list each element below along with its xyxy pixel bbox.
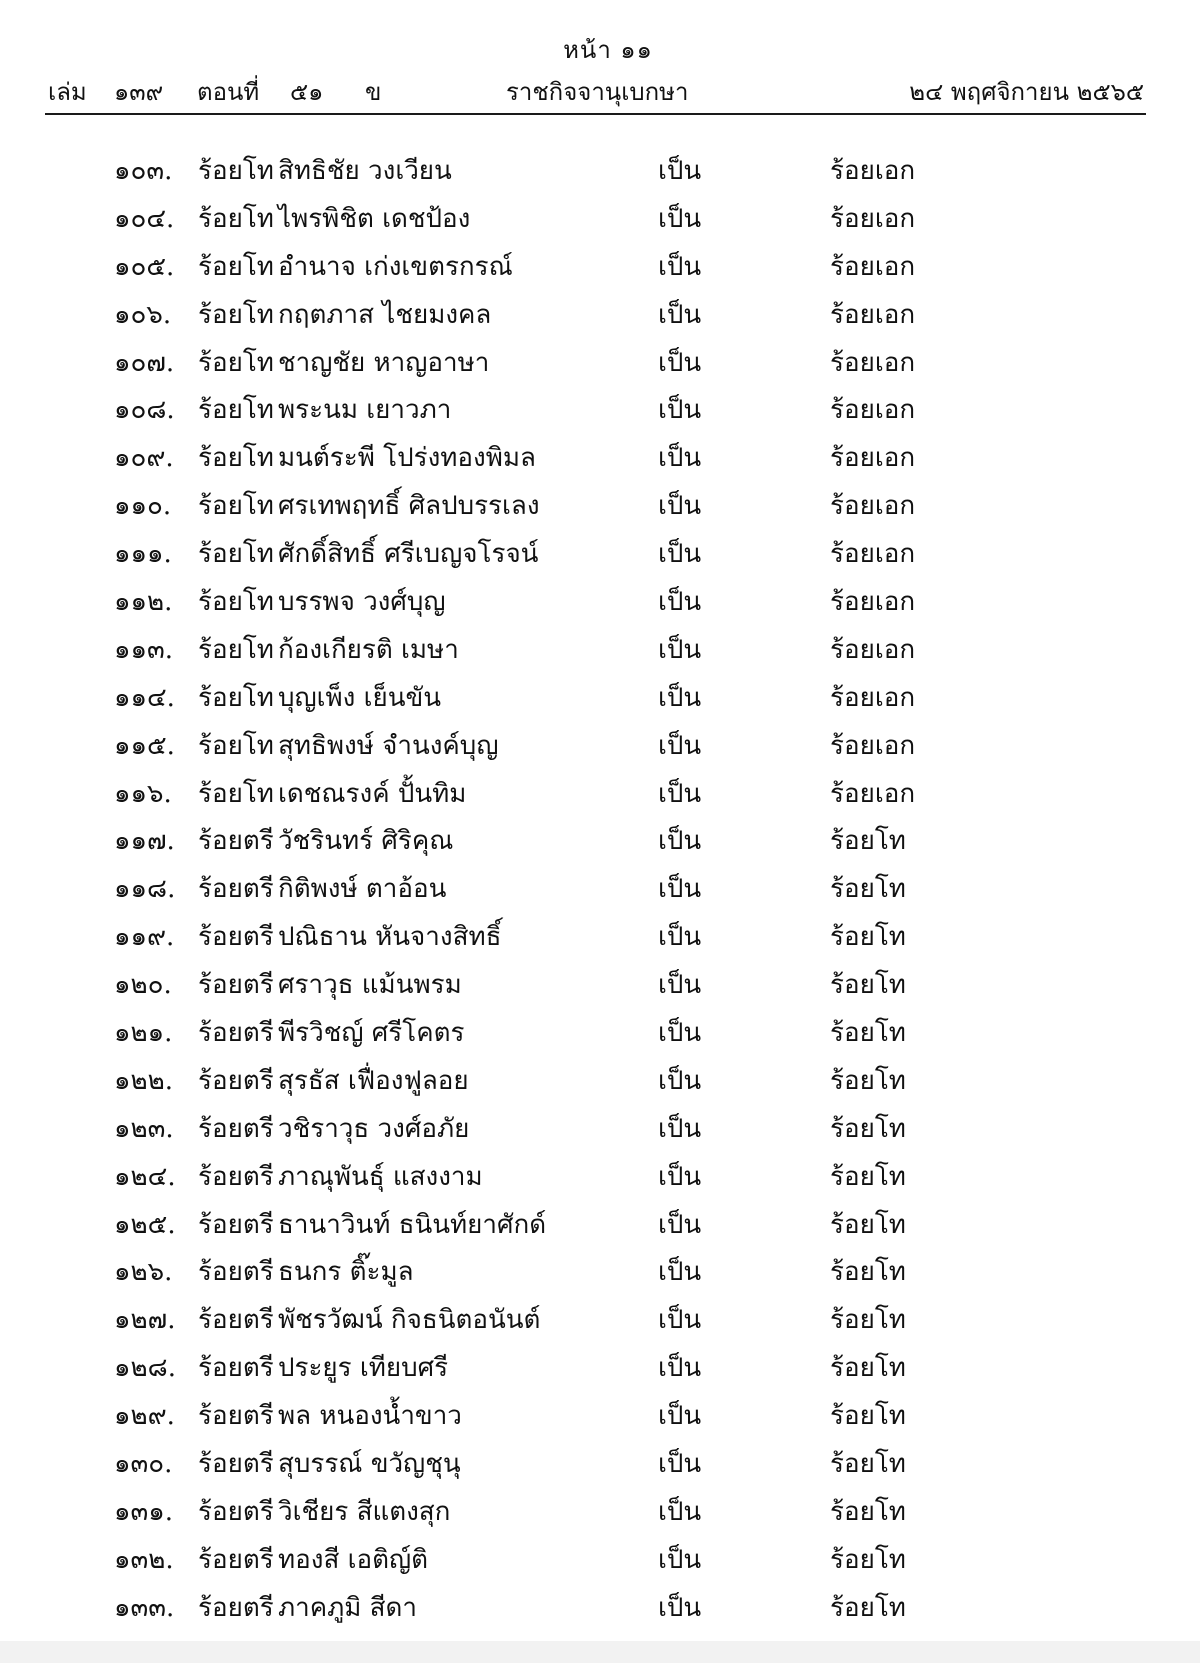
current-rank: ร้อยโท [198,443,274,474]
new-rank: ร้อยโท [830,970,906,1001]
gazette-header [48,72,1144,112]
entry-number: ๑๒๕. [114,1209,176,1240]
list-item [0,385,1200,433]
list-item [0,1152,1200,1200]
list-item [0,146,1200,194]
current-rank: ร้อยโท [198,778,274,809]
new-rank: ร้อยเอก [830,395,916,426]
new-rank: ร้อยเอก [830,299,916,330]
person-name: สุทธิพงษ์ จำนงค์บุญ [278,730,499,761]
new-rank: ร้อยโท [830,1496,906,1527]
promotion-verb: เป็น [658,156,702,186]
promotion-verb: เป็น [658,587,702,618]
promotion-verb: เป็น [658,203,702,234]
new-rank: ร้อยเอก [830,730,916,761]
current-rank: ร้อยโท [198,203,274,234]
entry-number: ๑๓๓. [114,1592,175,1623]
new-rank: ร้อยเอก [830,347,916,378]
person-name: สุรธัส เฟื่องฟูลอย [278,1065,469,1096]
new-rank: ร้อยเอก [830,491,916,522]
person-name: สิทธิชัย วงเวียน [278,156,452,186]
promotion-verb: เป็น [658,778,702,809]
current-rank: ร้อยตรี [198,922,274,953]
bottom-scan-strip [0,1641,1200,1663]
entry-number: ๑๑๔. [114,682,175,713]
promotion-verb: เป็น [658,443,702,474]
list-item [0,960,1200,1008]
person-name: วิเชียร สีแตงสุก [278,1496,451,1527]
current-rank: ร้อยตรี [198,1496,274,1527]
promotion-verb: เป็น [658,730,702,761]
entry-number: ๑๐๖. [114,299,172,330]
person-name: สุบรรณ์ ขวัญชุนุ [278,1449,461,1480]
person-name: มนต์ระพี โปร่งทองพิมล [278,443,536,474]
promotion-verb: เป็น [658,395,702,426]
new-rank: ร้อยโท [830,1449,906,1480]
person-name: ปณิธาน หันจางสิทธิ์ [278,922,502,953]
list-item [0,529,1200,577]
publication-date: ๒๔ พฤศจิกายน ๒๕๖๕ [909,78,1144,106]
list-item [0,1200,1200,1248]
new-rank: ร้อยโท [830,1257,906,1288]
current-rank: ร้อยตรี [198,874,274,905]
current-rank: ร้อยตรี [198,1401,274,1432]
entry-number: ๑๑๖. [114,778,172,809]
list-item [0,577,1200,625]
promotion-verb: เป็น [658,970,702,1001]
person-name: ไพรพิชิต เดชป้อง [278,203,471,234]
promotion-verb: เป็น [658,299,702,330]
new-rank: ร้อยเอก [830,203,916,234]
new-rank: ร้อยเอก [830,251,916,282]
current-rank: ร้อยตรี [198,1353,274,1384]
volume-number: ๑๓๙ [114,78,164,106]
person-name: พล หนองน้ำขาว [278,1401,462,1432]
person-name: เดชณรงค์ ปั้นทิม [278,778,467,809]
person-name: ประยูร เทียบศรี [278,1353,449,1384]
promotion-verb: เป็น [658,1449,702,1480]
promotion-verb: เป็น [658,1496,702,1527]
promotion-verb: เป็น [658,1209,702,1240]
person-name: วัชรินทร์ ศิริคุณ [278,826,454,857]
new-rank: ร้อยโท [830,1401,906,1432]
person-name: ภาณุพันธุ์ แสงงาม [278,1161,483,1192]
current-rank: ร้อยตรี [198,1018,274,1049]
entry-number: ๑๑๗. [114,826,175,857]
person-name: ทองสี เอติญ์ติ [278,1544,429,1575]
entry-number: ๑๒๒. [114,1065,174,1096]
entry-number: ๑๓๐. [114,1449,173,1480]
new-rank: ร้อยเอก [830,156,916,186]
promotion-verb: เป็น [658,1257,702,1288]
list-item [0,1343,1200,1391]
list-item [0,1583,1200,1631]
list-item [0,1056,1200,1104]
list-item [0,1391,1200,1439]
current-rank: ร้อยตรี [198,970,274,1001]
entry-number: ๑๐๘. [114,395,175,426]
new-rank: ร้อยโท [830,1161,906,1192]
promotion-verb: เป็น [658,251,702,282]
person-name: กฤตภาส ไชยมงคล [278,299,492,330]
person-name: ศราวุธ แม้นพรม [278,970,462,1001]
person-name: กิติพงษ์ ตาอ้อน [278,874,447,905]
current-rank: ร้อยโท [198,730,274,761]
promotion-verb: เป็น [658,491,702,522]
promotion-verb: เป็น [658,1353,702,1384]
current-rank: ร้อยโท [198,299,274,330]
issue-label: ตอนที่ [197,78,260,106]
person-name: ธานาวินท์ ธนินท์ยาศักด์ [278,1209,547,1240]
list-item [0,242,1200,290]
current-rank: ร้อยตรี [198,1257,274,1288]
current-rank: ร้อยตรี [198,1065,274,1096]
new-rank: ร้อยเอก [830,539,916,570]
promotion-verb: เป็น [658,922,702,953]
new-rank: ร้อยเอก [830,682,916,713]
entry-number: ๑๐๔. [114,203,175,234]
new-rank: ร้อยโท [830,874,906,905]
promotion-verb: เป็น [658,634,702,665]
person-name: พีรวิชญ์ ศรีโคตร [278,1018,465,1049]
issue-number: ๕๑ [290,78,324,106]
list-item [0,1535,1200,1583]
entry-number: ๑๒๐. [114,970,172,1001]
current-rank: ร้อยตรี [198,1209,274,1240]
person-name: ก้องเกียรติ เมษา [278,634,459,665]
promotion-verb: เป็น [658,1018,702,1049]
new-rank: ร้อยโท [830,1113,906,1144]
list-item [0,338,1200,386]
promotion-verb: เป็น [658,874,702,905]
promotion-verb: เป็น [658,1305,702,1336]
person-name: ชาญชัย หาญอาษา [278,347,490,378]
promotion-verb: เป็น [658,1544,702,1575]
page-number: หน้า ๑๑ [563,36,653,64]
list-item [0,1008,1200,1056]
new-rank: ร้อยโท [830,1018,906,1049]
entry-number: ๑๓๑. [114,1496,174,1527]
list-item [0,816,1200,864]
list-item [0,481,1200,529]
promotion-verb: เป็น [658,682,702,713]
current-rank: ร้อยโท [198,539,274,570]
current-rank: ร้อยตรี [198,1449,274,1480]
entry-number: ๑๒๙. [114,1401,175,1432]
current-rank: ร้อยตรี [198,1113,274,1144]
new-rank: ร้อยเอก [830,634,916,665]
entry-number: ๑๑๐. [114,491,172,522]
promotion-verb: เป็น [658,539,702,570]
current-rank: ร้อยโท [198,347,274,378]
header-divider [45,113,1146,115]
volume-label: เล่ม [48,78,87,106]
current-rank: ร้อยโท [198,491,274,522]
list-item [0,769,1200,817]
entry-number: ๑๑๑. [114,539,172,570]
entry-number: ๑๓๒. [114,1544,174,1575]
list-item [0,673,1200,721]
current-rank: ร้อยโท [198,395,274,426]
new-rank: ร้อยโท [830,1209,906,1240]
new-rank: ร้อยโท [830,1353,906,1384]
person-name: บุญเพ็ง เย็นขัน [278,682,442,713]
entry-number: ๑๑๒. [114,587,173,618]
list-item [0,721,1200,769]
new-rank: ร้อยเอก [830,443,916,474]
new-rank: ร้อยโท [830,1065,906,1096]
person-name: พระนม เยาวภา [278,395,452,426]
current-rank: ร้อยตรี [198,1161,274,1192]
list-item [0,1487,1200,1535]
entry-number: ๑๑๕. [114,730,175,761]
entry-number: ๑๐๕. [114,251,175,282]
issue-suffix: ข [365,78,382,106]
list-item [0,1439,1200,1487]
promotion-verb: เป็น [658,826,702,857]
promotion-list [0,146,1200,1631]
entry-number: ๑๐๓. [114,156,173,186]
promotion-verb: เป็น [658,1401,702,1432]
entry-number: ๑๒๖. [114,1257,173,1288]
entry-number: ๑๑๓. [114,634,174,665]
promotion-verb: เป็น [658,1161,702,1192]
person-name: ศรเทพฤทธิ์ ศิลปบรรเลง [278,491,540,522]
current-rank: ร้อยตรี [198,1305,274,1336]
entry-number: ๑๒๘. [114,1353,176,1384]
current-rank: ร้อยตรี [198,1544,274,1575]
current-rank: ร้อยโท [198,251,274,282]
entry-number: ๑๐๗. [114,347,175,378]
entry-number: ๑๒๓. [114,1113,174,1144]
entry-number: ๑๒๑. [114,1018,173,1049]
person-name: พัชรวัฒน์ กิจธนิตอนันต์ [278,1305,541,1336]
current-rank: ร้อยโท [198,587,274,618]
entry-number: ๑๒๔. [114,1161,176,1192]
person-name: ภาคภูมิ สีดา [278,1592,418,1623]
promotion-verb: เป็น [658,1065,702,1096]
current-rank: ร้อยตรี [198,1592,274,1623]
current-rank: ร้อยตรี [198,826,274,857]
publication-title: ราชกิจจานุเบกษา [506,78,689,106]
entry-number: ๑๒๗. [114,1305,176,1336]
entry-number: ๑๑๙. [114,922,175,953]
list-item [0,194,1200,242]
list-item [0,912,1200,960]
new-rank: ร้อยเอก [830,778,916,809]
list-item [0,625,1200,673]
person-name: ศักดิ์สิทธิ์ ศรีเบญจโรจน์ [278,539,539,570]
new-rank: ร้อยโท [830,826,906,857]
list-item [0,864,1200,912]
promotion-verb: เป็น [658,1113,702,1144]
promotion-verb: เป็น [658,1592,702,1623]
promotion-verb: เป็น [658,347,702,378]
person-name: อำนาจ เก่งเขตรกรณ์ [278,251,513,282]
new-rank: ร้อยโท [830,922,906,953]
list-item [0,433,1200,481]
current-rank: ร้อยโท [198,156,274,186]
list-item [0,1247,1200,1295]
list-item [0,1104,1200,1152]
new-rank: ร้อยโท [830,1592,906,1623]
current-rank: ร้อยโท [198,634,274,665]
person-name: ธนกร ติ๊ะมูล [278,1257,414,1288]
entry-number: ๑๑๘. [114,874,176,905]
person-name: วชิราวุธ วงศ์อภัย [278,1113,470,1144]
entry-number: ๑๐๙. [114,443,174,474]
list-item [0,1295,1200,1343]
new-rank: ร้อยโท [830,1544,906,1575]
list-item [0,290,1200,338]
new-rank: ร้อยโท [830,1305,906,1336]
person-name: บรรพจ วงศ์บุญ [278,587,446,618]
new-rank: ร้อยเอก [830,587,916,618]
current-rank: ร้อยโท [198,682,274,713]
